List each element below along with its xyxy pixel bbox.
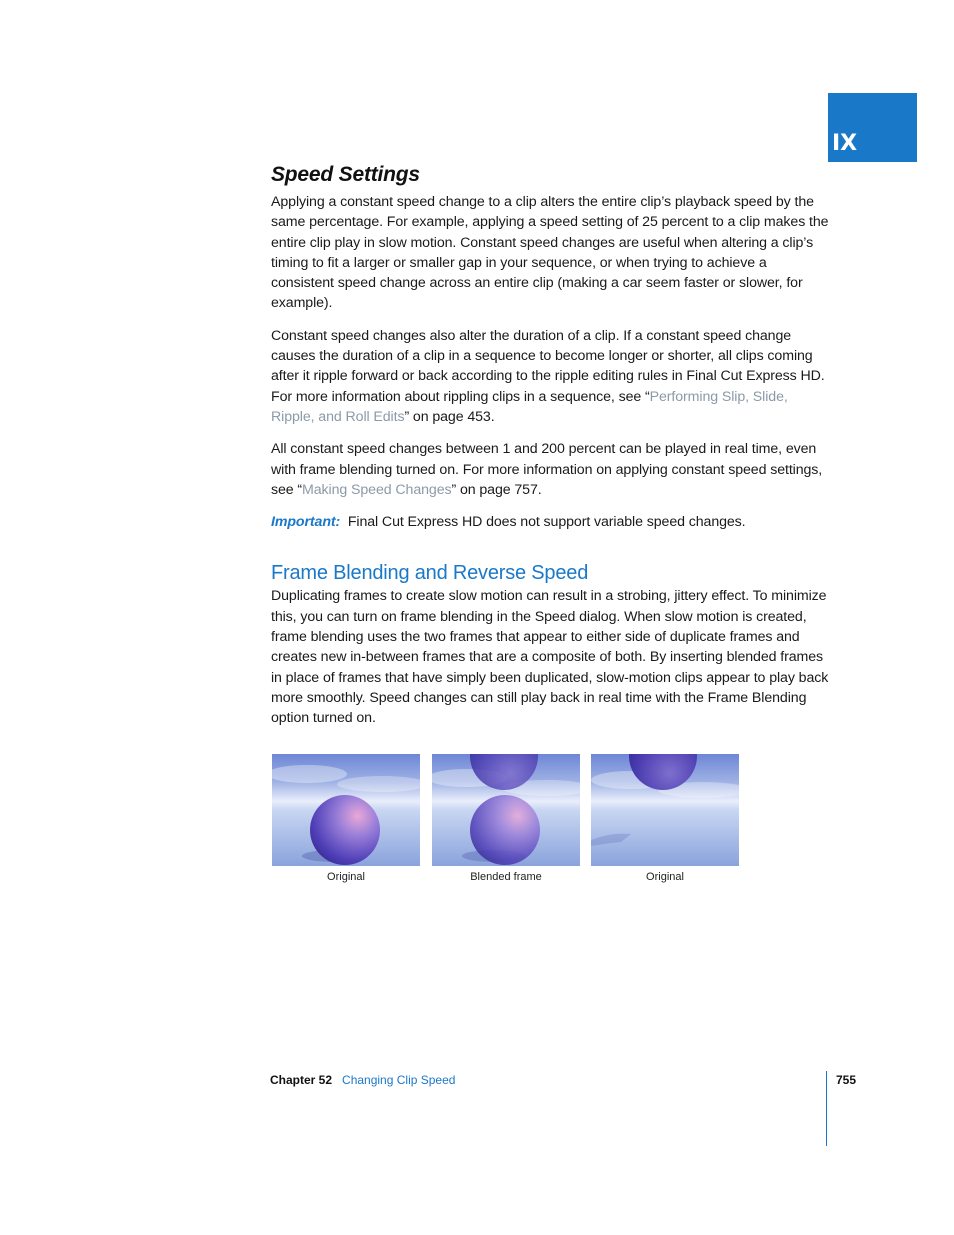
link-making-speed-changes[interactable]: Making Speed Changes	[302, 481, 452, 498]
paragraph-frame-blending: Duplicating frames to create slow motion can result in a strobing, jittery effect. To minimize this, you can turn on frame blending in the Speed dialog. When slow motion is created, frame blending uses the two frames that appear to either side of duplicate frames and creates new in-between frames that are a composite of both. By inserting blended frames in place of frames that have simply been duplicated, slow-motion clips appear to play back more smoothly. Speed changes can still play back in real time with the Frame Blending option turned on.	[271, 588, 829, 727]
frame-original-2	[591, 754, 739, 866]
footer-divider	[826, 1071, 827, 1146]
footer-chapter-title: Changing Clip Speed	[342, 1073, 456, 1087]
footer-chapter	[270, 1073, 455, 1087]
page-number: 755	[836, 1073, 857, 1087]
part-tab: IX	[828, 93, 917, 162]
paragraph-2	[271, 326, 831, 427]
frame-original-1	[272, 754, 420, 866]
frame-blended	[432, 754, 580, 866]
important-label: Important:	[271, 514, 341, 531]
paragraph-3	[271, 439, 831, 500]
paragraph-2-tail: ” on page 453.	[404, 408, 495, 425]
caption-original-2: Original	[646, 871, 684, 883]
section-title-frame-blending: Frame Blending and Reverse Speed	[271, 562, 589, 585]
important-note	[271, 512, 831, 532]
important-text: Final Cut Express HD does not support variable speed changes.	[347, 514, 746, 531]
link-slip-slide-ripple-roll[interactable]: Performing Slip, Slide, Ripple, and Roll Edits	[271, 388, 788, 425]
paragraph-1: Applying a constant speed change to a clip alters the entire clip’s playback speed by the same percentage. For example, applying a speed setting of 25 percent to a clip makes the entire clip play in slow motion. Constant speed changes are useful when altering a clip’s timing to fit a larger or smaller gap in your sequence, or when trying to achieve a consistent speed change across an entire clip (making a car seem faster or slower, for example).	[271, 194, 829, 312]
main-content	[271, 160, 831, 741]
section-title-speed-settings: Speed Settings	[271, 163, 420, 186]
footer-chapter-number: Chapter 52	[270, 1073, 333, 1087]
frame-blending-figure	[271, 754, 741, 894]
caption-blended: Blended frame	[470, 871, 542, 883]
caption-original-1: Original	[327, 871, 365, 883]
paragraph-3-text: All constant speed changes between 1 and 200 percent can be played in real time, even with frame blending turned on. For more information on applying constant speed settings, see “	[271, 441, 823, 498]
paragraph-3-tail: ” on page 757.	[451, 481, 542, 498]
paragraph-2-text: Constant speed changes also alter the duration of a clip. If a constant speed change causes the duration of a clip in a sequence to become longer or shorter, all clips coming after it ripple forward or back according to the ripple editing rules in Final Cut Express HD. For more information about rippling clips in a sequence, see “	[271, 327, 825, 405]
